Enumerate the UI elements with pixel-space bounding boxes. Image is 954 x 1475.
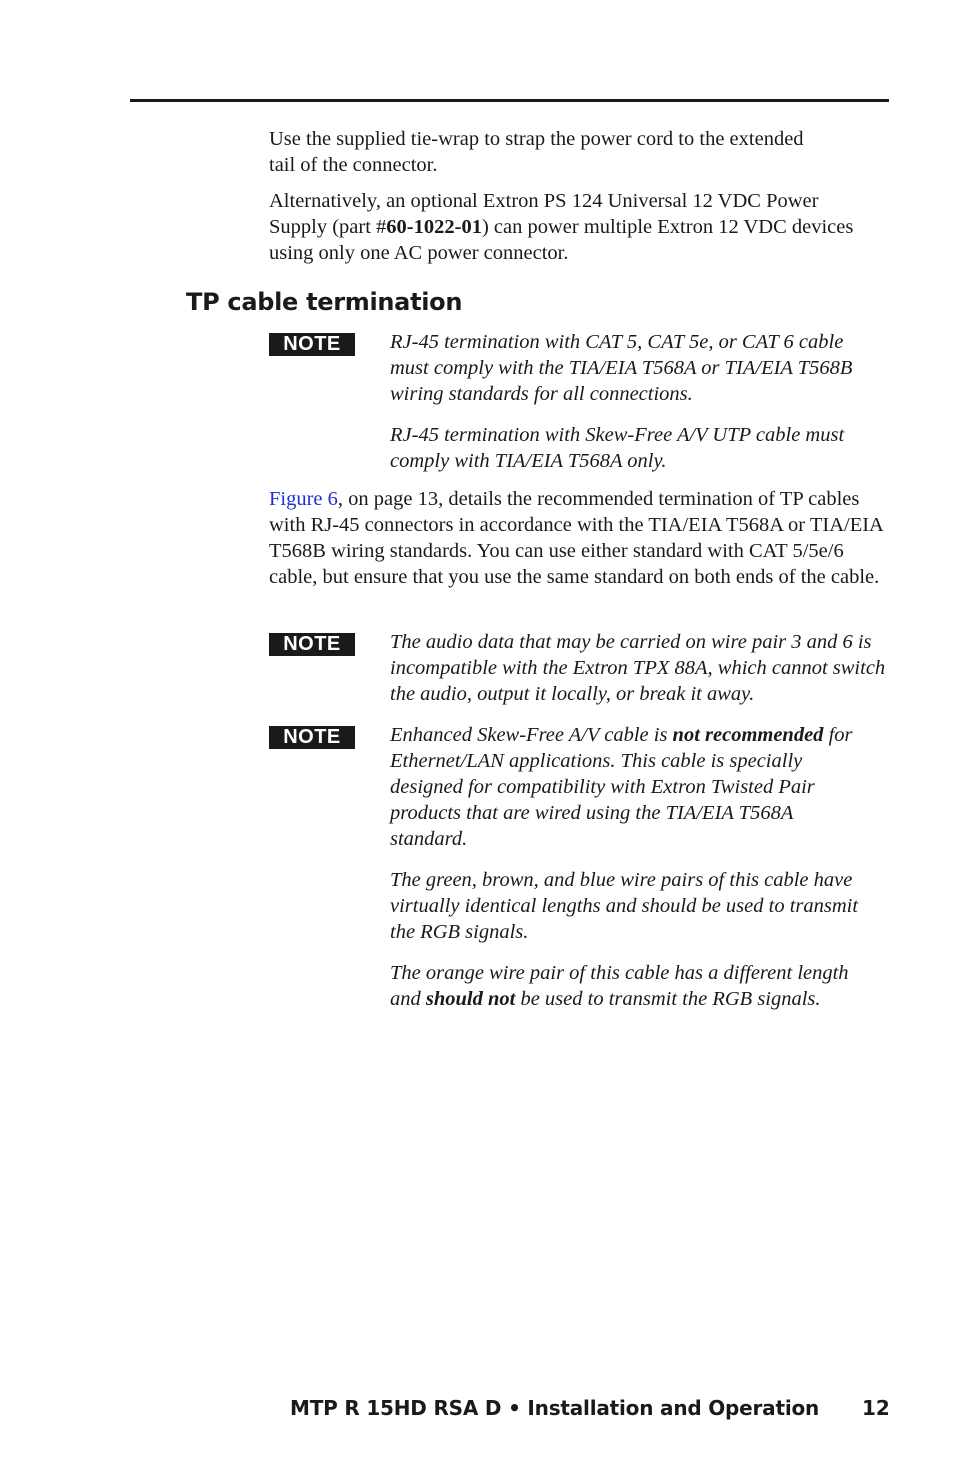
paragraph-tie-wrap: Use the supplied tie-wrap to strap the power cord to the extended tail of the connector.	[269, 128, 804, 176]
note3-text3-c: be used to transmit the RGB signals.	[515, 988, 821, 1010]
note3-text3-a: The orange wire pair of this cable has a different length and	[390, 962, 849, 1010]
figure-6-link[interactable]: Figure 6	[269, 488, 338, 510]
paragraph-power-supply-a: Alternatively, an optional Extron PS 124 Universal 12 VDC Power Supply (part #	[269, 190, 819, 238]
note3-text3	[390, 960, 880, 1012]
section-heading: TP cable termination	[186, 288, 463, 316]
paragraph-power-supply	[269, 188, 859, 266]
note3-text1	[390, 722, 870, 852]
note3-text1-c: for Ethernet/LAN applications. This cable is specially designed for compatibility with Extron Twisted Pair products that are wired using the TIA/EIA T568A standard.	[390, 724, 853, 850]
note3-text1-a: Enhanced Skew-Free A/V cable is	[390, 724, 673, 746]
note2-text: The audio data that may be carried on wire pair 3 and 6 is incompatible with the Extron TPX 88A, which cannot switch the audio, output it locally, or break it away.	[390, 631, 886, 705]
note-badge-2: NOTE	[269, 633, 355, 656]
page-number: 12	[862, 1396, 890, 1420]
note3-text2: The green, brown, and blue wire pairs of this cable have virtually identical lengths and should be used to transmit the RGB signals.	[390, 869, 859, 943]
note1-text1: RJ-45 termination with CAT 5, CAT 5e, or CAT 6 cable must comply with the TIA/EIA T568A or TIA/EIA T568B wiring standards for all connections.	[390, 331, 853, 405]
part-number: 60-1022-01	[386, 216, 482, 238]
paragraph-power-supply-b: ) can power multiple Extron 12 VDC devices using only one AC power connector.	[269, 216, 854, 264]
note3-not-recommended: not recommended	[672, 724, 824, 746]
note-badge-3: NOTE	[269, 726, 355, 749]
note3-should-not: should not	[425, 988, 516, 1010]
note-badge-1: NOTE	[269, 333, 355, 356]
header-rule	[130, 99, 889, 102]
note1-text2: RJ-45 termination with Skew-Free A/V UTP cable must comply with TIA/EIA T568A only.	[390, 424, 845, 472]
footer-title: MTP R 15HD RSA D • Installation and Operation	[290, 1396, 820, 1420]
paragraph-figure-reference-rest: , on page 13, details the recommended termination of TP cables with RJ-45 connectors in accordance with the TIA/EIA T568A or TIA/EIA T568B wiring standards. You can use either standard with CAT 5/5e/6 cable, but ensure that you use the same standard on both ends of the cable.	[269, 488, 883, 588]
paragraph-figure-reference	[269, 486, 894, 590]
